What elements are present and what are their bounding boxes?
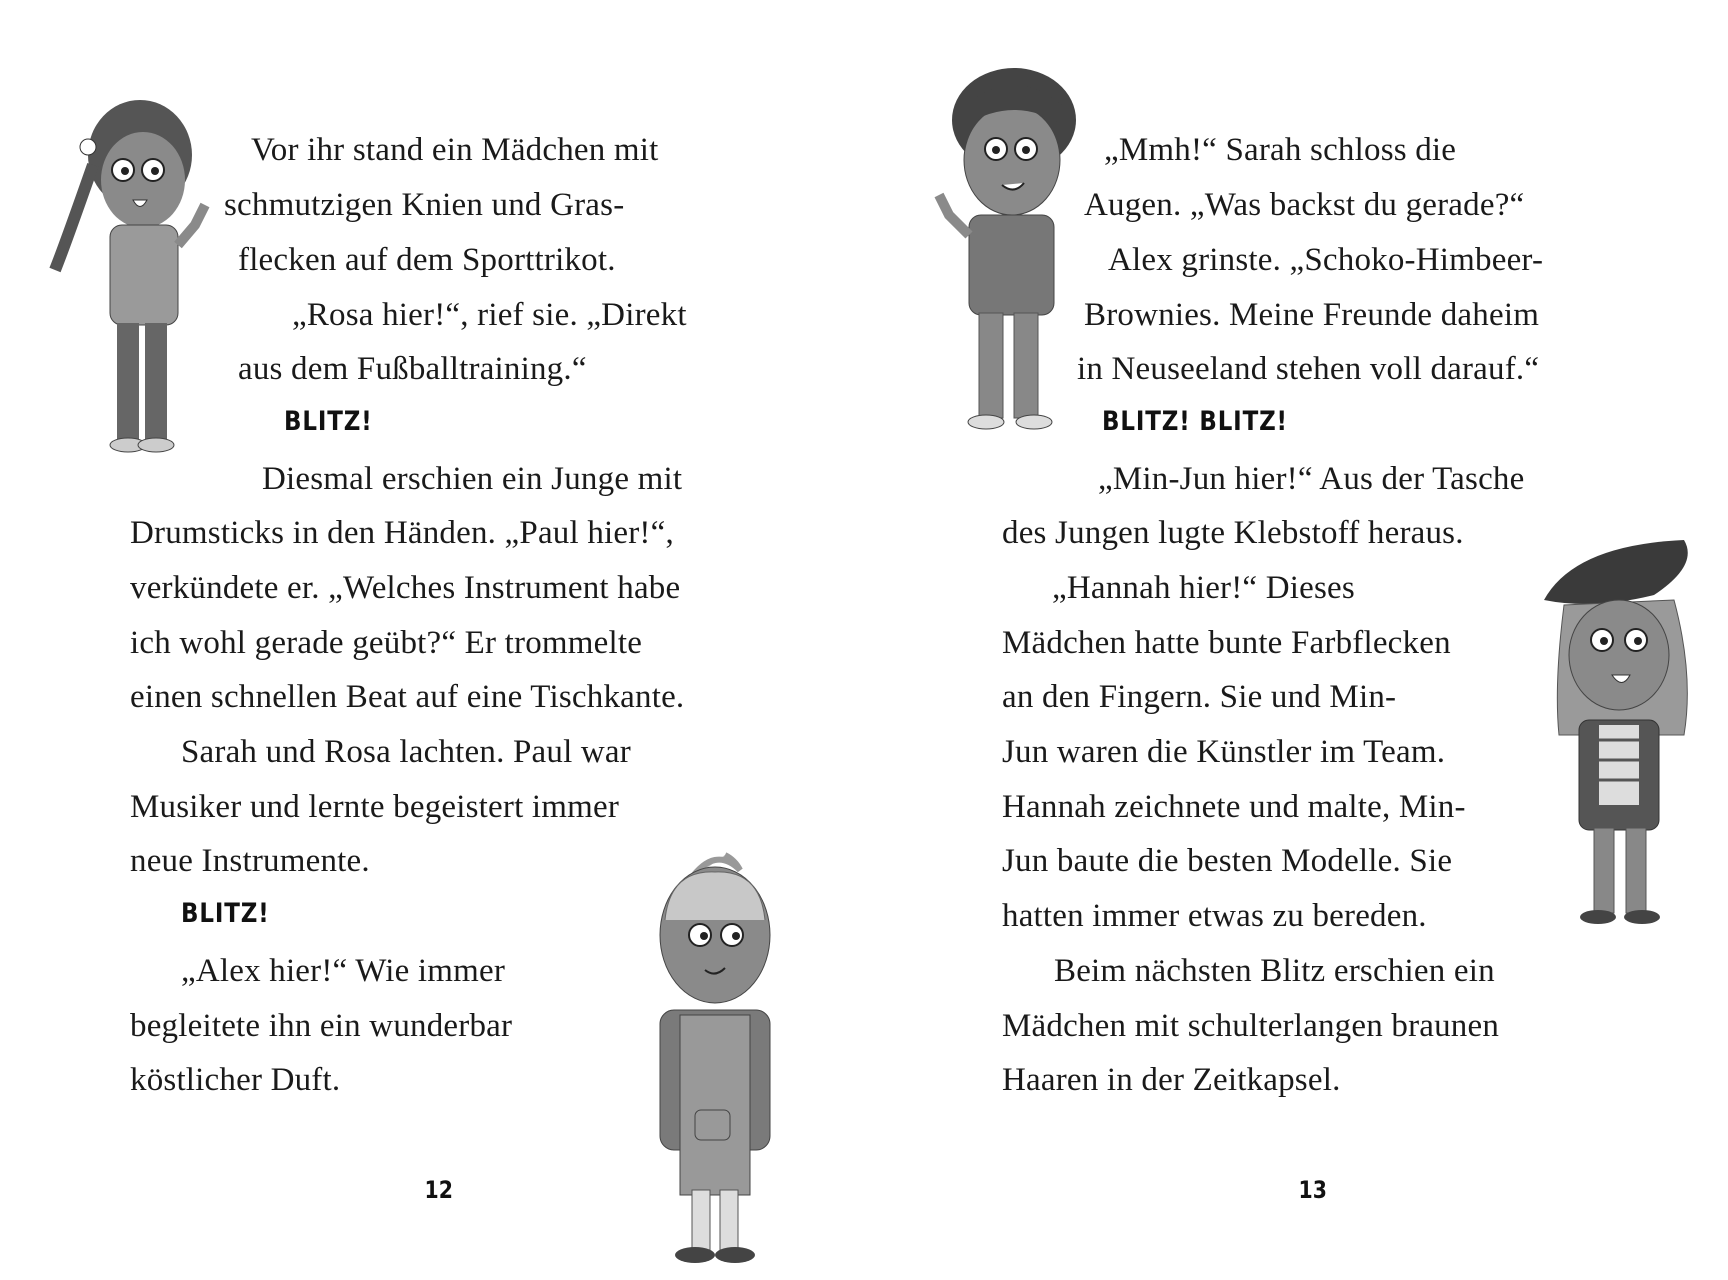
text-line: des Jungen lugte Klebstoff heraus. [1002,515,1464,551]
text-line: „Min-Jun hier!“ Aus der Tasche [1098,461,1525,497]
text-line: einen schnellen Beat auf eine Tischkante. [130,679,685,715]
right-page [864,0,1728,1280]
girl-rosa-illustration [45,95,215,455]
text-line: Hannah zeichnete und malte, Min- [1002,789,1466,825]
text-line: in Neuseeland stehen voll darauf.“ [1077,351,1540,387]
blitz-sound-effect: BLITZ! [181,898,270,929]
page-number: 13 [1298,1176,1327,1204]
text-line: Beim nächsten Blitz erschien ein [1054,953,1495,989]
text-line: neue Instrumente. [130,843,370,879]
text-line: Brownies. Meine Freunde daheim [1084,297,1540,333]
text-line: begleitete ihn ein wunderbar [130,1008,513,1044]
boy-alex-illustration [640,850,790,1270]
page-number: 12 [424,1176,453,1204]
text-line: hatten immer etwas zu bereden. [1002,898,1427,934]
text-line: „Mmh!“ Sarah schloss die [1104,132,1457,168]
text-line: „Rosa hier!“, rief sie. „Direkt [292,297,687,333]
text-line: Sarah und Rosa lachten. Paul war [181,734,631,770]
blitz-sound-effect: BLITZ! BLITZ! [1102,406,1288,437]
text-line: schmutzigen Knien und Gras- [224,187,625,223]
boy-minjun-illustration [934,65,1084,435]
blitz-sound-effect: BLITZ! [284,406,373,437]
text-line: Vor ihr stand ein Mädchen mit [251,132,659,168]
text-line: flecken auf dem Sporttrikot. [238,242,616,278]
text-line: ich wohl gerade geübt?“ Er trommelte [130,625,643,661]
text-line: Haaren in der Zeitkapsel. [1002,1062,1341,1098]
text-line: „Hannah hier!“ Dieses [1052,570,1355,606]
text-line: aus dem Fußballtraining.“ [238,351,587,387]
text-line: Diesmal erschien ein Junge mit [262,461,683,497]
text-line: Drumsticks in den Händen. „Paul hier!“, [130,515,674,551]
text-line: verkündete er. „Welches Instrument habe [130,570,681,606]
text-line: an den Fingern. Sie und Min- [1002,679,1397,715]
text-line: Mädchen mit schulterlangen braunen [1002,1008,1500,1044]
text-line: Jun baute die besten Modelle. Sie [1002,843,1453,879]
text-line: Musiker und lernte begeistert immer [130,789,620,825]
text-line: Jun waren die Künstler im Team. [1002,734,1446,770]
text-line: Alex grinste. „Schoko-Himbeer- [1108,242,1544,278]
text-line: Mädchen hatte bunte Farbflecken [1002,625,1451,661]
text-line: „Alex hier!“ Wie immer [181,953,506,989]
girl-hannah-illustration [1534,535,1704,930]
text-line: Augen. „Was backst du gerade?“ [1084,187,1525,223]
text-line: köstlicher Duft. [130,1062,341,1098]
